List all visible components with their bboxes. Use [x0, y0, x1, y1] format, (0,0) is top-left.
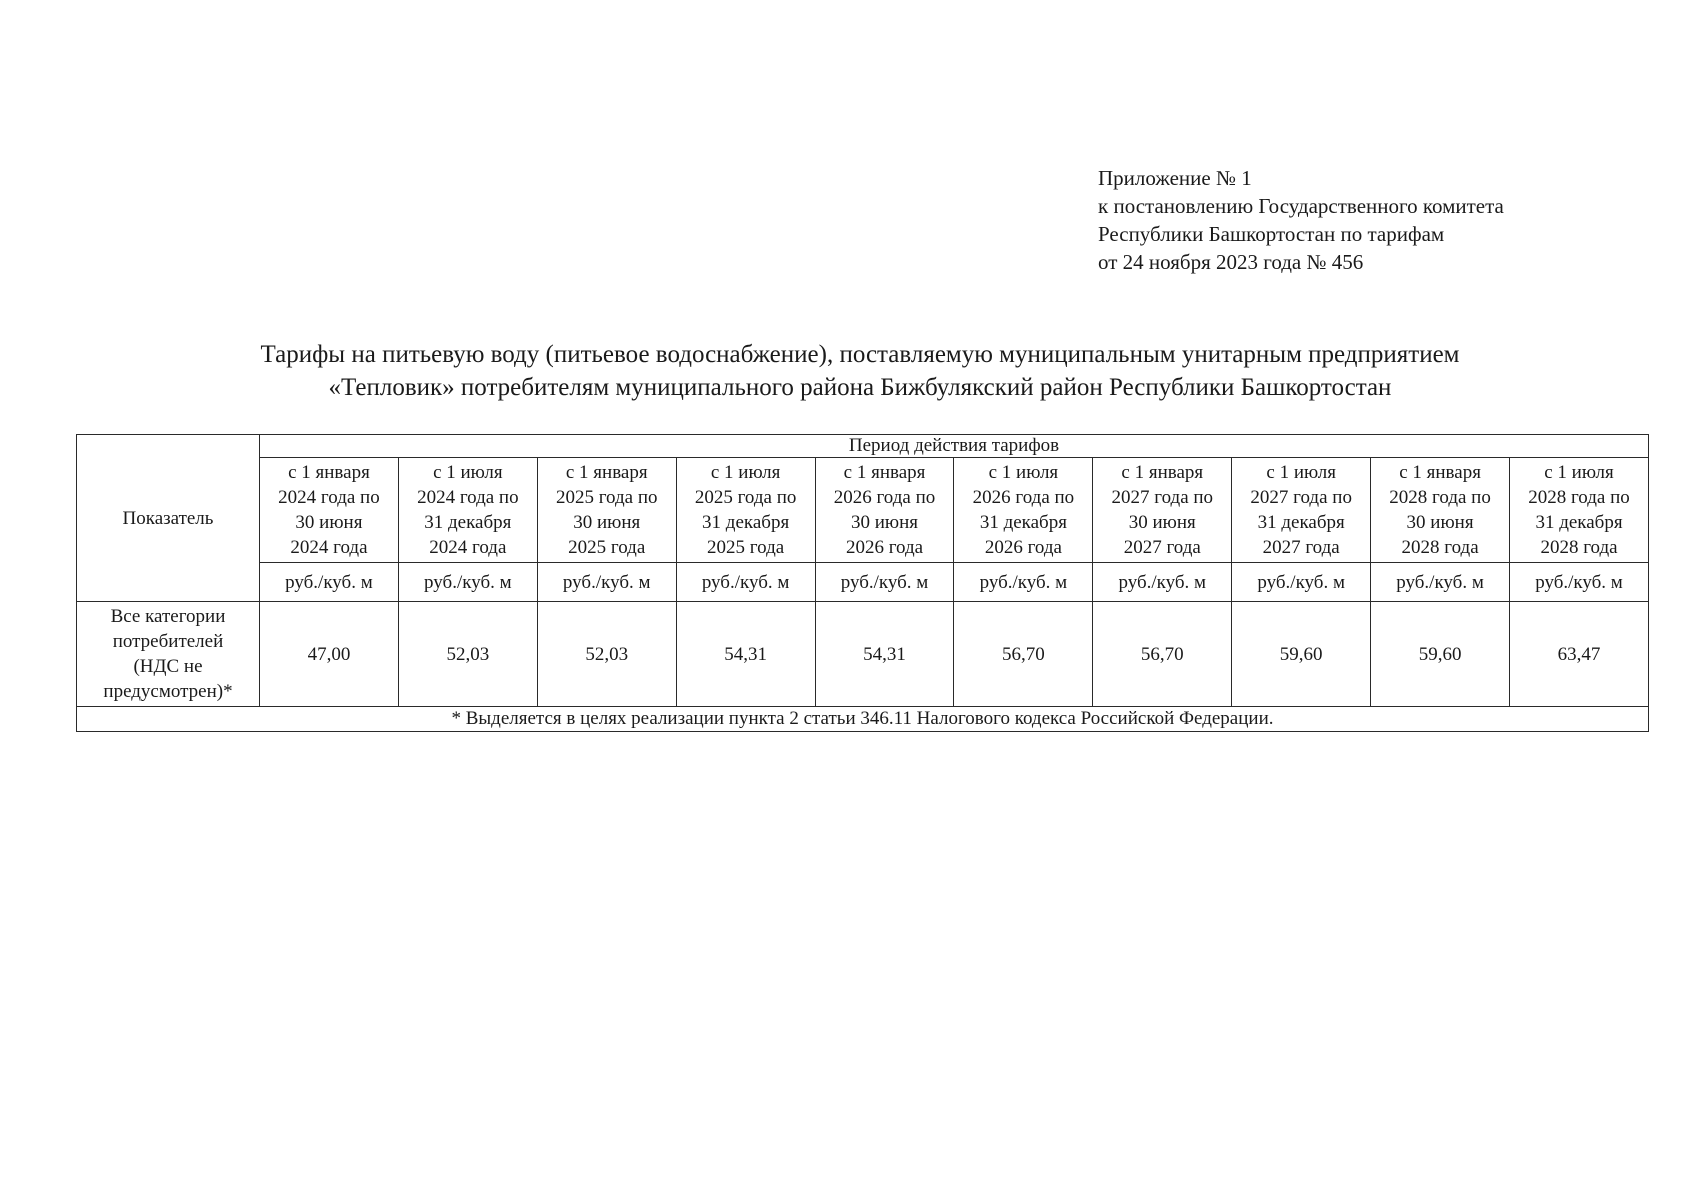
period-line: 2026 года по — [833, 487, 936, 508]
indicator-header: Показатель — [77, 435, 260, 602]
appendix-line: от 24 ноября 2023 года № 456 — [1098, 250, 1364, 274]
period-line: 2025 года по — [694, 487, 797, 508]
period-line: 31 декабря — [424, 512, 512, 533]
tariff-value: 56,70 — [954, 602, 1093, 707]
footnote: * Выделяется в целях реализации пункта 2 статьи 346.11 Налогового кодекса Российской Федерации. — [77, 707, 1649, 732]
period-line: 2026 года — [984, 537, 1062, 558]
period-line: 2025 года по — [555, 487, 658, 508]
unit-cell: руб./куб. м — [954, 563, 1093, 602]
period-line: с 1 января — [843, 462, 926, 483]
tariff-value: 54,31 — [676, 602, 815, 707]
table-header-row — [77, 435, 1649, 458]
period-line: с 1 июля — [988, 462, 1059, 483]
footnote-row — [77, 707, 1649, 732]
period-line: 30 июня — [295, 512, 363, 533]
period-line: с 1 января — [288, 462, 370, 483]
period-line: с 1 января — [1399, 462, 1481, 483]
period-cell — [676, 458, 815, 563]
period-line: 2027 года — [1262, 537, 1340, 558]
appendix-line: к постановлению Государственного комитета — [1098, 194, 1504, 218]
unit-cell: руб./куб. м — [1371, 563, 1510, 602]
period-line: 2027 года — [1123, 537, 1201, 558]
period-line: 31 декабря — [1535, 512, 1623, 533]
period-line: 2027 года по — [1250, 487, 1352, 508]
row-label-line: потребителей — [112, 631, 224, 652]
periods-row — [77, 458, 1649, 563]
period-line: 2024 года по — [417, 487, 519, 508]
unit-cell: руб./куб. м — [676, 563, 815, 602]
unit-cell: руб./куб. м — [398, 563, 537, 602]
tariff-value: 59,60 — [1232, 602, 1371, 707]
appendix-line: Приложение № 1 — [1098, 166, 1252, 190]
period-line: с 1 июля — [433, 462, 503, 483]
tariff-value: 63,47 — [1510, 602, 1649, 707]
period-line: с 1 января — [565, 462, 648, 483]
period-line: с 1 июля — [1266, 462, 1336, 483]
period-line: 2024 года — [429, 537, 507, 558]
tariff-value: 52,03 — [537, 602, 676, 707]
title-line: Тарифы на питьевую воду (питьевое водоснабжение), поставляемую муниципальным унитарным предприятием — [260, 341, 1460, 368]
unit-cell: руб./куб. м — [1093, 563, 1232, 602]
tariff-value: 52,03 — [398, 602, 537, 707]
period-header: Период действия тарифов — [260, 435, 1649, 458]
period-line: с 1 июля — [710, 462, 781, 483]
tariff-value: 56,70 — [1093, 602, 1232, 707]
units-row — [77, 563, 1649, 602]
period-line: 2024 года — [290, 537, 368, 558]
period-line: 30 июня — [1406, 512, 1474, 533]
period-line: 2028 года по — [1528, 487, 1630, 508]
period-line: 2025 года — [568, 537, 646, 558]
period-line: 31 декабря — [702, 512, 790, 533]
unit-cell: руб./куб. м — [1510, 563, 1649, 602]
period-line: 2028 года — [1401, 537, 1479, 558]
period-cell — [1232, 458, 1371, 563]
period-cell — [815, 458, 954, 563]
unit-cell: руб./куб. м — [537, 563, 676, 602]
appendix-block — [1098, 164, 1504, 276]
period-cell — [954, 458, 1093, 563]
tariff-table — [76, 434, 1649, 732]
period-cell — [260, 458, 399, 563]
period-cell — [1371, 458, 1510, 563]
period-line: 2028 года по — [1389, 487, 1491, 508]
title-line: «Тепловик» потребителям муниципального района Бижбулякский район Республики Башкортостан — [328, 374, 1392, 401]
row-label-line: Все категории — [110, 606, 226, 627]
period-cell — [537, 458, 676, 563]
tariff-value: 47,00 — [260, 602, 399, 707]
document-title — [60, 338, 1660, 404]
period-line: с 1 июля — [1544, 462, 1614, 483]
period-line: 30 июня — [850, 512, 919, 533]
period-line: 2026 года по — [972, 487, 1075, 508]
period-line: 30 июня — [573, 512, 641, 533]
appendix-line: Республики Башкортостан по тарифам — [1098, 222, 1445, 246]
period-line: 2028 года — [1540, 537, 1618, 558]
period-line: 2027 года по — [1111, 487, 1214, 508]
row-label — [77, 602, 260, 707]
period-cell — [1510, 458, 1649, 563]
row-label-line: (НДС не — [133, 656, 203, 677]
period-line: 2025 года — [707, 537, 785, 558]
period-line: с 1 января — [1121, 462, 1204, 483]
tariff-value: 54,31 — [815, 602, 954, 707]
row-label-line: предусмотрен)* — [103, 681, 233, 702]
period-line: 31 декабря — [979, 512, 1067, 533]
unit-cell: руб./куб. м — [260, 563, 399, 602]
period-line: 2026 года — [845, 537, 924, 558]
period-line: 31 декабря — [1257, 512, 1345, 533]
table-row — [77, 602, 1649, 707]
tariff-value: 59,60 — [1371, 602, 1510, 707]
period-cell — [398, 458, 537, 563]
unit-cell: руб./куб. м — [815, 563, 954, 602]
period-line: 2024 года по — [278, 487, 380, 508]
period-cell — [1093, 458, 1232, 563]
unit-cell: руб./куб. м — [1232, 563, 1371, 602]
period-line: 30 июня — [1128, 512, 1196, 533]
